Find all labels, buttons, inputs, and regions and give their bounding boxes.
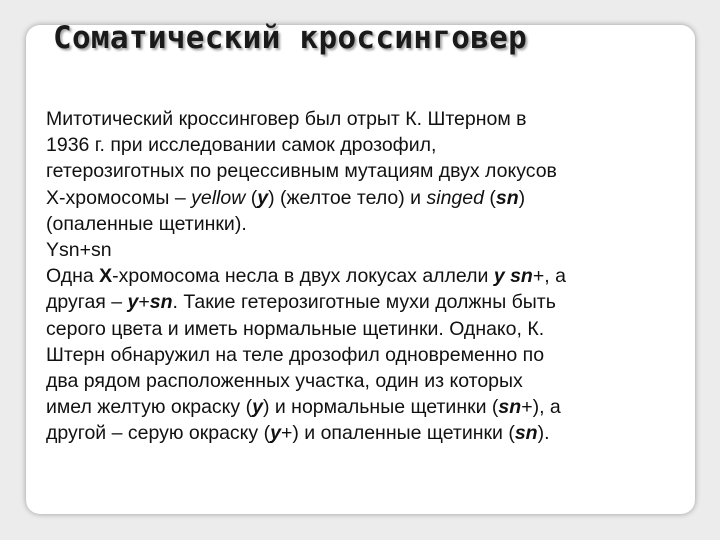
emphasis-run: sn	[495, 186, 519, 209]
text-line: (опаленные щетинки).	[46, 212, 247, 235]
emphasis-run: sn	[498, 396, 522, 419]
text-run: (	[483, 186, 496, 209]
emphasis-run: y	[127, 291, 139, 314]
text-run: +, а	[532, 265, 566, 288]
text-run: ).	[537, 422, 550, 445]
text-run: другой – серую окраску (	[46, 422, 271, 445]
text-line: два рядом расположенных участка, один из которых	[46, 370, 523, 393]
text-run: )	[518, 186, 526, 209]
text-run: X-хромосомы –	[46, 186, 192, 209]
emphasis-run: y sn	[493, 265, 533, 288]
text-run: (	[245, 186, 258, 209]
text-line: Штерн обнаружил на теле дрозофил одновременно по	[46, 343, 545, 366]
text-run: ) (желтое тело) и	[268, 186, 427, 209]
text-line: серого цвета и иметь нормальные щетинки. Однако, К.	[46, 317, 545, 340]
emphasis-run: sn	[514, 422, 538, 445]
slide-body-text	[46, 106, 696, 447]
text-run: имел желтую окраску (	[46, 396, 253, 419]
emphasis-run: sn	[149, 291, 173, 314]
text-run: ) и нормальные щетинки (	[262, 396, 499, 419]
text-run: +), а	[521, 396, 561, 419]
text-line	[46, 394, 696, 420]
text-line: 1936 г. при исследовании самок дрозофил,	[46, 134, 437, 157]
text-line	[46, 289, 696, 315]
text-line	[46, 263, 696, 289]
text-run: +) и опаленные щетинки (	[280, 422, 515, 445]
text-line: гетерозиготных по рецессивным мутациям двух локусов	[46, 160, 557, 183]
emphasis-run: y	[257, 186, 269, 209]
text-run: +	[138, 291, 150, 314]
text-run: Одна	[46, 265, 100, 288]
emphasis-run: yellow	[191, 186, 246, 209]
text-line	[46, 185, 696, 211]
text-line	[46, 420, 696, 446]
slide-title: Соматический кроссинговер	[53, 20, 528, 56]
emphasis-run: singed	[426, 186, 484, 209]
text-run: . Такие гетерозиготные мухи должны быть	[172, 291, 556, 314]
text-run: другая –	[46, 291, 128, 314]
text-line: Митотический кроссинговер был отрыт К. Штерном в	[46, 108, 527, 130]
text-line: Ysn+sn	[46, 239, 112, 262]
emphasis-run: y	[270, 422, 281, 445]
text-run: -хромосома несла в двух локусах аллели	[112, 265, 494, 288]
emphasis-run: X	[99, 265, 113, 288]
emphasis-run: y	[252, 396, 263, 419]
